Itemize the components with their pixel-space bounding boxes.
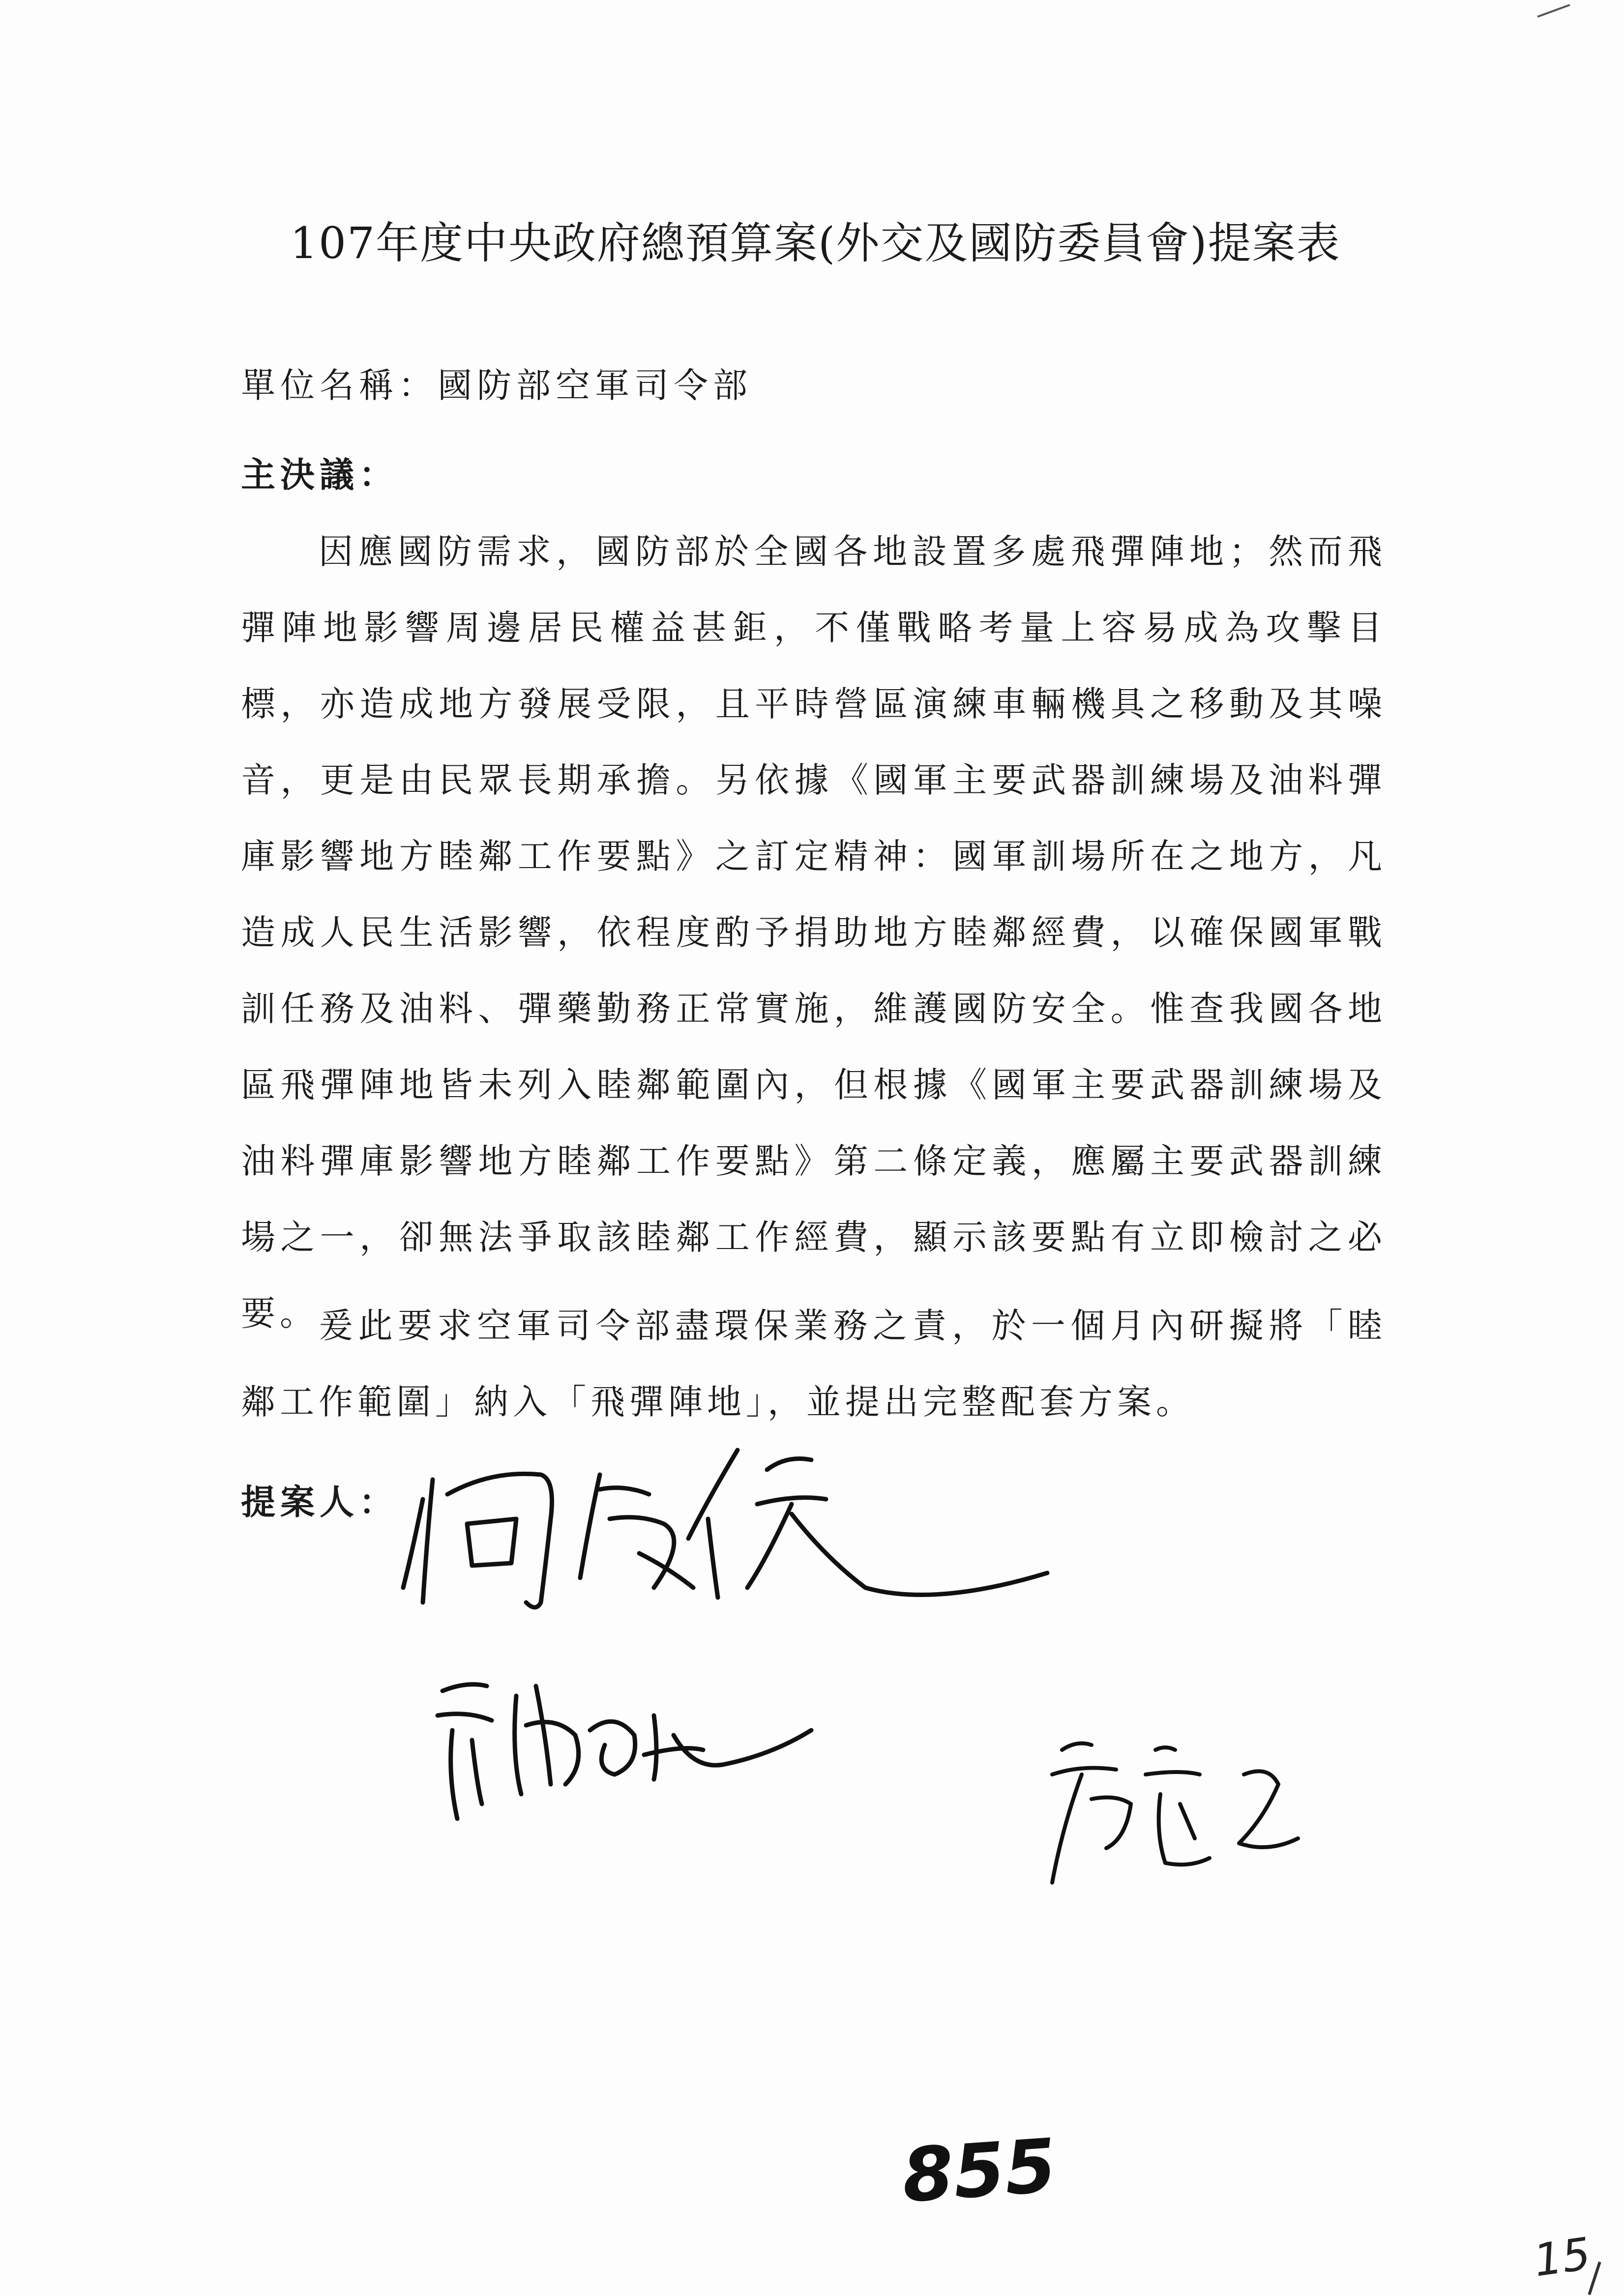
resolution-heading: 主決議：: [241, 454, 398, 495]
proposer-label: 提案人：: [241, 1482, 398, 1522]
signature-2: [428, 1657, 821, 1838]
resolution-paragraph-1: 因應國防需求，國防部於全國各地設置多處飛彈陣地；然而飛彈陣地影響周邊居民權益甚鉅，不僅戰略考量上容易成為攻擊目標，亦造成地方發展受限，且平時營區演練車輛機具之移動及其噪音，更是由民眾長期承擔。另依據《國軍主要武器訓練場及油料彈庫影響地方睦鄰工作要點》之訂定精神：國軍訓場所在之地方，凡造成人民生活影響，依程度酌予捐助地方睦鄰經費，以確保國軍戰訓任務及油料、彈藥勤務正常實施，維護國防安全。惟查我國各地區飛彈陣地皆未列入睦鄰範圍內，但根據《國軍主要武器訓練場及油料彈庫影響地方睦鄰工作要點》第二條定義，應屬主要武器訓練場之一，卻無法爭取該睦鄰工作經費，顯示該要點有立即檢討之必要。: [241, 531, 1387, 1334]
signature-3: [1033, 1720, 1308, 1902]
handwritten-corner-number: 15: [1531, 2228, 1594, 2287]
unit-name-line: 單位名稱：國防部空軍司令部: [241, 365, 752, 406]
document-title: 107年度中央政府總預算案(外交及國防委員會)提案表: [290, 218, 1341, 268]
scan-mark: [1537, 4, 1570, 18]
signature-1: [393, 1440, 1057, 1637]
resolution-paragraph-2: 爰此要求空軍司令部盡環保業務之責，於一個月內研擬將「睦鄰工作範圍」納入「飛彈陣地」，並提出完整配套方案。: [241, 1306, 1387, 1422]
stamped-page-number: 855: [899, 2123, 1059, 2219]
